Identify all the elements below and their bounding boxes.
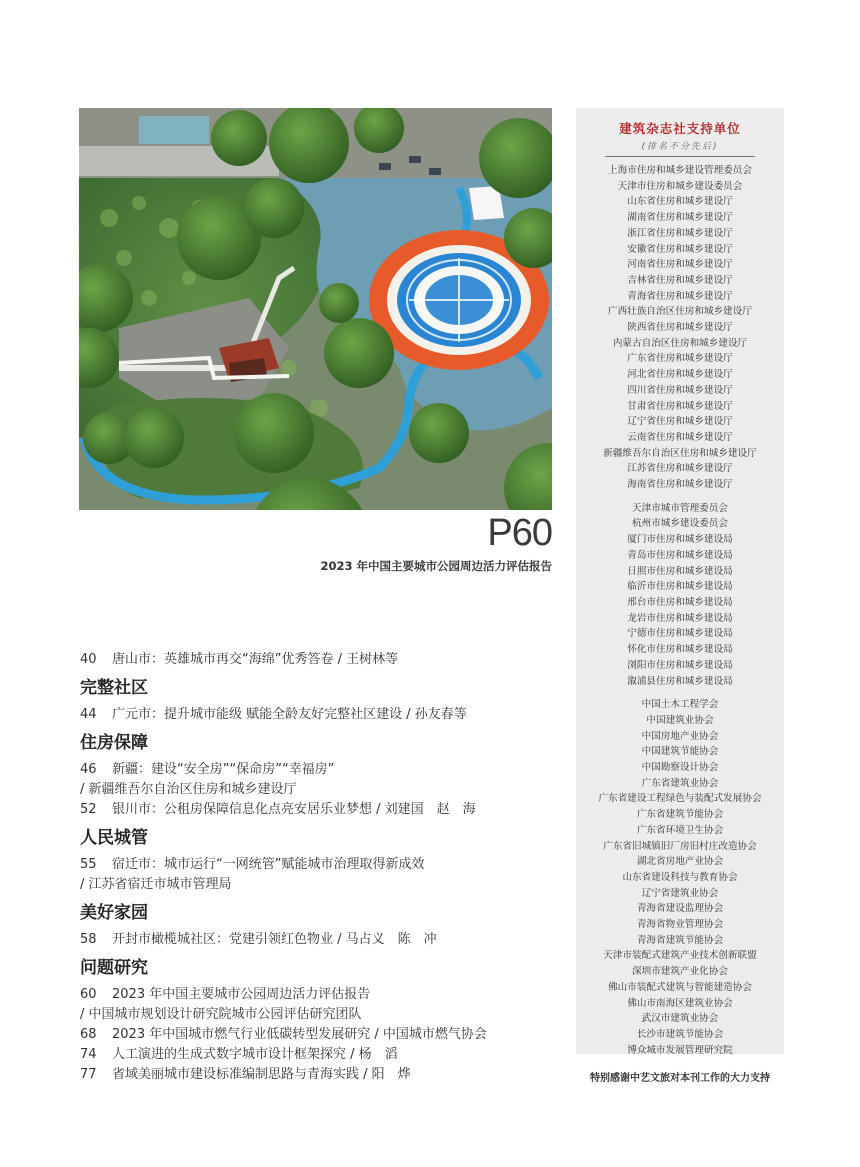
supporter-group xyxy=(576,697,784,1058)
toc-entry-title: 新疆：建设“安全房”“保命房”“幸福房” xyxy=(112,762,335,777)
supporters-sidebar xyxy=(576,108,784,1054)
supporter-item: 日照市住房和城乡建设局 xyxy=(627,565,733,577)
supporter-item: 天津市装配式建筑产业技术创新联盟 xyxy=(603,950,757,962)
sidebar-note: (排名不分先后) xyxy=(641,142,719,152)
supporter-item: 河北省住房和城乡建设厅 xyxy=(627,369,733,381)
supporter-item: 浏阳市住房和城乡建设局 xyxy=(627,659,733,671)
supporter-item: 云南省住房和城乡建设厅 xyxy=(627,431,733,443)
supporter-item: 广东省建筑业协会 xyxy=(641,777,719,789)
supporter-item: 青海省建筑节能协会 xyxy=(636,934,724,946)
toc-entry-title: 宿迁市：城市运行“一网统管”赋能城市治理取得新成效 xyxy=(112,857,425,872)
supporter-item: 安徽省住房和城乡建设厅 xyxy=(627,243,733,255)
toc-entry-title: 人工演进的生成式数字城市设计框架探究 / 杨 滔 xyxy=(112,1047,398,1062)
toc-entry[interactable] xyxy=(80,1045,552,1065)
toc-page-number: 55 xyxy=(80,857,97,872)
supporter-item: 长沙市建筑节能协会 xyxy=(636,1028,724,1040)
supporter-item: 怀化市住房和城乡建设局 xyxy=(627,644,733,656)
supporter-item: 广西壮族自治区住房和城乡建设厅 xyxy=(608,306,752,318)
toc-entry-author: / 江苏省宿迁市城市管理局 xyxy=(80,877,232,892)
supporter-item: 内蒙古自治区住房和城乡建设厅 xyxy=(612,337,748,349)
supporter-item: 厦门市住房和城乡建设局 xyxy=(627,534,733,546)
supporter-item: 广东省建设工程绿色与装配式发展协会 xyxy=(598,793,762,805)
toc-entry[interactable] xyxy=(80,650,552,670)
toc-page-number: 52 xyxy=(80,802,97,817)
supporter-item: 辽宁省住房和城乡建设厅 xyxy=(627,416,733,428)
supporter-item: 青海省建设监理协会 xyxy=(636,903,724,915)
toc-entry[interactable] xyxy=(80,1025,552,1045)
supporter-item: 溆浦县住房和城乡建设局 xyxy=(627,675,733,687)
supporter-item: 上海市住房和城乡建设管理委员会 xyxy=(608,165,752,176)
supporter-item: 甘肃省住房和城乡建设厅 xyxy=(627,400,733,412)
supporter-item: 深圳市建筑产业化协会 xyxy=(632,966,728,978)
toc-entry-title: 银川市：公租房保障信息化点亮安居乐业梦想 / 刘建国 赵 海 xyxy=(112,802,476,817)
supporter-item: 广东省环境卫生协会 xyxy=(636,824,724,836)
table-of-contents xyxy=(80,650,552,1085)
thanks-note: 特别感谢中艺文旅对本刊工作的大力支持 xyxy=(590,1073,770,1084)
feature-page-number: P60 xyxy=(487,512,552,554)
supporter-item: 中国建筑节能协会 xyxy=(641,746,719,758)
toc-entry-title: 2023 年中国城市燃气行业低碳转型发展研究 / 中国城市燃气协会 xyxy=(112,1027,487,1042)
supporter-item: 广东省建筑节能协会 xyxy=(636,809,724,821)
toc-entry[interactable] xyxy=(80,760,552,780)
supporter-item: 新疆维吾尔自治区住房和城乡建设厅 xyxy=(603,447,757,459)
toc-entry-title: 省域美丽城市建设标准编制思路与青海实践 / 阳 烨 xyxy=(112,1067,411,1082)
supporter-item: 中国建筑业协会 xyxy=(646,714,714,726)
supporter-item: 四川省住房和城乡建设厅 xyxy=(627,384,733,396)
toc-entry-author: / 中国城市规划设计研究院城市公园评估研究团队 xyxy=(80,1007,362,1022)
toc-entry[interactable] xyxy=(80,985,552,1005)
toc-page-number: 58 xyxy=(80,932,97,947)
supporter-item: 中国土木工程学会 xyxy=(641,699,719,711)
supporter-item: 吉林省住房和城乡建设厅 xyxy=(627,274,733,286)
toc-section-heading: 问题研究 xyxy=(80,958,148,978)
supporter-item: 陕西省住房和城乡建设厅 xyxy=(627,322,733,334)
supporter-item: 辽宁省建筑业协会 xyxy=(641,887,719,899)
toc-page-number: 74 xyxy=(80,1047,97,1062)
feature-title[interactable]: 2023 年中国主要城市公园周边活力评估报告 xyxy=(320,559,552,573)
toc-page-number: 44 xyxy=(80,707,97,722)
supporter-item: 浙江省住房和城乡建设厅 xyxy=(627,227,733,239)
toc-page-number: 40 xyxy=(80,652,97,667)
supporter-item: 龙岩市住房和城乡建设局 xyxy=(627,612,733,624)
supporter-item: 宁德市住房和城乡建设局 xyxy=(627,628,733,640)
supporter-item: 广东省住房和城乡建设厅 xyxy=(627,353,733,365)
supporter-item: 临沂市住房和城乡建设局 xyxy=(627,581,733,593)
supporter-group xyxy=(576,501,784,689)
toc-entry[interactable] xyxy=(80,705,552,725)
supporter-item: 佛山市装配式建筑与智能建造协会 xyxy=(608,981,752,993)
supporter-item: 中国房地产业协会 xyxy=(641,730,719,742)
supporter-item: 中国勘察设计协会 xyxy=(641,762,719,774)
supporter-item: 山东省住房和城乡建设厅 xyxy=(627,196,733,208)
supporter-item: 山东省建设科技与教育协会 xyxy=(622,871,738,883)
toc-entry-title: 开封市橄榄城社区：党建引领红色物业 / 马占义 陈 冲 xyxy=(112,932,437,947)
supporter-item: 武汉市建筑业协会 xyxy=(641,1013,719,1025)
toc-entry-title: 唐山市：英雄城市再交“海绵”优秀答卷 / 王树林等 xyxy=(112,652,399,667)
supporter-item: 湖北省房地产业协会 xyxy=(636,856,724,868)
supporter-item: 青海省物业管理协会 xyxy=(636,919,724,931)
toc-entry-title: 2023 年中国主要城市公园周边活力评估报告 xyxy=(112,987,371,1002)
toc-page-number: 77 xyxy=(80,1067,97,1082)
sidebar-divider xyxy=(605,156,755,157)
toc-section-heading: 完整社区 xyxy=(80,678,148,698)
supporter-item: 河南省住房和城乡建设厅 xyxy=(627,259,733,271)
supporter-item: 佛山市南海区建筑业协会 xyxy=(627,997,733,1009)
toc-entry-title: 广元市：提升城市能级 赋能全龄友好完整社区建设 / 孙友春等 xyxy=(112,707,467,722)
toc-section-heading: 住房保障 xyxy=(80,733,148,753)
supporter-item: 海南省住房和城乡建设厅 xyxy=(627,479,733,491)
supporter-item: 湖南省住房和城乡建设厅 xyxy=(627,212,733,224)
supporter-item: 杭州市城乡建设委员会 xyxy=(632,518,728,530)
supporter-item: 青海省住房和城乡建设厅 xyxy=(627,290,733,302)
toc-entry[interactable] xyxy=(80,1065,552,1085)
toc-entry[interactable] xyxy=(80,800,552,820)
supporter-group xyxy=(576,163,784,493)
supporter-item: 青岛市住房和城乡建设局 xyxy=(627,549,733,561)
supporter-item: 邢台市住房和城乡建设局 xyxy=(627,596,733,608)
supporter-item: 天津市住房和城乡建设委员会 xyxy=(617,180,743,192)
toc-page-number: 60 xyxy=(80,987,97,1002)
supporter-list xyxy=(576,163,784,1058)
toc-page-number: 68 xyxy=(80,1027,97,1042)
toc-section-heading: 美好家园 xyxy=(80,903,148,923)
supporter-item: 博众城市发展管理研究院 xyxy=(627,1044,733,1056)
toc-section-heading: 人民城管 xyxy=(80,828,148,848)
toc-page-number: 46 xyxy=(80,762,97,777)
toc-entry[interactable] xyxy=(80,855,552,875)
supporter-item: 广东省旧城镇旧厂房旧村庄改造协会 xyxy=(603,840,757,852)
supporter-item: 江苏省住房和城乡建设厅 xyxy=(627,463,733,475)
park-aerial-photo xyxy=(79,108,552,510)
toc-entry[interactable] xyxy=(80,930,552,950)
sidebar-title: 建筑杂志社支持单位 xyxy=(619,121,741,136)
supporter-item: 天津市城市管理委员会 xyxy=(632,502,728,514)
toc-entry-author: / 新疆维吾尔自治区住房和城乡建设厅 xyxy=(80,782,297,797)
